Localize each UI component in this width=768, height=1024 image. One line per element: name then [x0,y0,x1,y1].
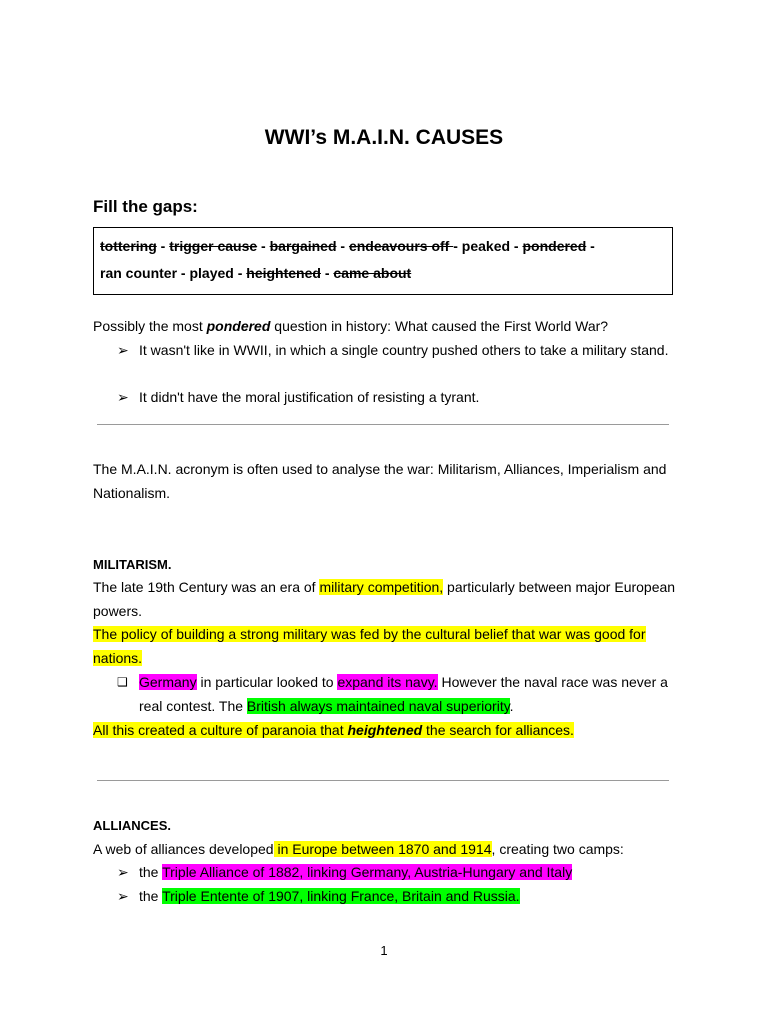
militarism-conclusion [93,718,683,742]
highlight-magenta: Triple Alliance of 1882, linking Germany, Austria-Hungary and Italy [162,864,573,880]
word-separator: - [336,238,349,254]
list-item-text: It wasn't like in WWII, in which a single country pushed others to take a military stand. [139,342,669,358]
militarism-heading: MILITARISM. [93,557,172,572]
word-played: played [189,265,234,281]
arrow-bullet-icon: ➢ [117,864,129,880]
highlight-yellow [93,722,574,738]
highlight-green: British always maintained naval superiority [246,698,510,714]
list-item-text: It didn't have the moral justification of resisting a tyrant. [139,389,480,405]
alliances-paragraph [93,837,683,861]
paragraph-text: A web of alliances developed [93,841,274,857]
highlight-yellow: in Europe between 1870 and 1914 [273,841,492,857]
word-bank-box [93,227,673,295]
highlight-yellow: The policy of building a strong military was fed by the cultural belief that war was good for nations. [93,626,646,666]
word-endeavours-off: endeavours off [348,238,454,254]
paragraph-text: the [139,888,163,904]
word-separator: - [510,238,523,254]
emphasis-text: heightened [347,722,423,738]
paragraph-text: . [509,698,514,714]
arrow-bullet-icon: ➢ [117,389,129,405]
paragraph-text: the search for alliances. [422,722,574,738]
list-item-text [139,884,677,908]
word-separator: - [156,238,170,254]
word-peaked: peaked [461,238,511,254]
word-bargained: bargained [269,238,337,254]
page-number: 1 [380,943,388,958]
intro-paragraph [93,314,683,338]
arrow-bullet-icon: ➢ [117,342,129,358]
highlight-magenta: Germany [139,674,197,690]
divider [97,424,669,425]
militarism-policy-paragraph [93,622,683,670]
paragraph-text: The late 19th Century was an era of [93,579,320,595]
highlight-magenta: expand its navy. [337,674,438,690]
paragraph-text: particularly between major European powers. [93,579,676,619]
intro-text: question in history: What caused the First World War? [270,318,609,334]
word-trigger-cause: trigger cause [169,238,258,254]
paragraph-text: However the naval race was never a real contest. The [139,674,668,714]
list-item [117,860,677,884]
arrow-bullet-icon: ➢ [117,888,129,904]
word-separator: - [320,265,334,281]
word-tottering: tottering [100,238,157,254]
word-separator: - [453,238,462,254]
fill-gaps-heading: Fill the gaps: [93,197,198,216]
intro-emphasis: pondered [206,318,271,334]
list-item [117,884,677,908]
checkbox-bullet-icon: ❑ [117,675,128,689]
acronym-paragraph: The M.A.I.N. acronym is often used to analyse the war: Militarism, Alliances, Imperialism and Nationalism. [93,461,667,501]
paragraph-text: All this created a culture of paranoia that [93,722,348,738]
paragraph-text: , creating two camps: [491,841,624,857]
word-separator: - [257,238,270,254]
word-separator: - [586,238,595,254]
list-item [117,385,677,409]
word-heightened: heightened [246,265,321,281]
list-item-text [139,670,677,718]
divider [97,780,669,781]
alliances-heading: ALLIANCES. [93,818,171,833]
militarism-paragraph [93,575,683,623]
word-separator: - [233,265,247,281]
page-title: WWI’s M.A.I.N. CAUSES [264,126,504,149]
word-came-about: came about [333,265,412,281]
list-item [117,338,677,362]
highlight-yellow: military competition, [319,579,444,595]
list-item-text [139,860,677,884]
word-pondered: pondered [522,238,587,254]
intro-text: Possibly the most [93,318,207,334]
list-item [117,670,677,718]
highlight-green: Triple Entente of 1907, linking France, Britain and Russia. [162,888,520,904]
paragraph-text: the [139,864,163,880]
word-ran-counter: ran counter [100,265,178,281]
paragraph-text: in particular looked to [196,674,338,690]
word-separator: - [177,265,190,281]
